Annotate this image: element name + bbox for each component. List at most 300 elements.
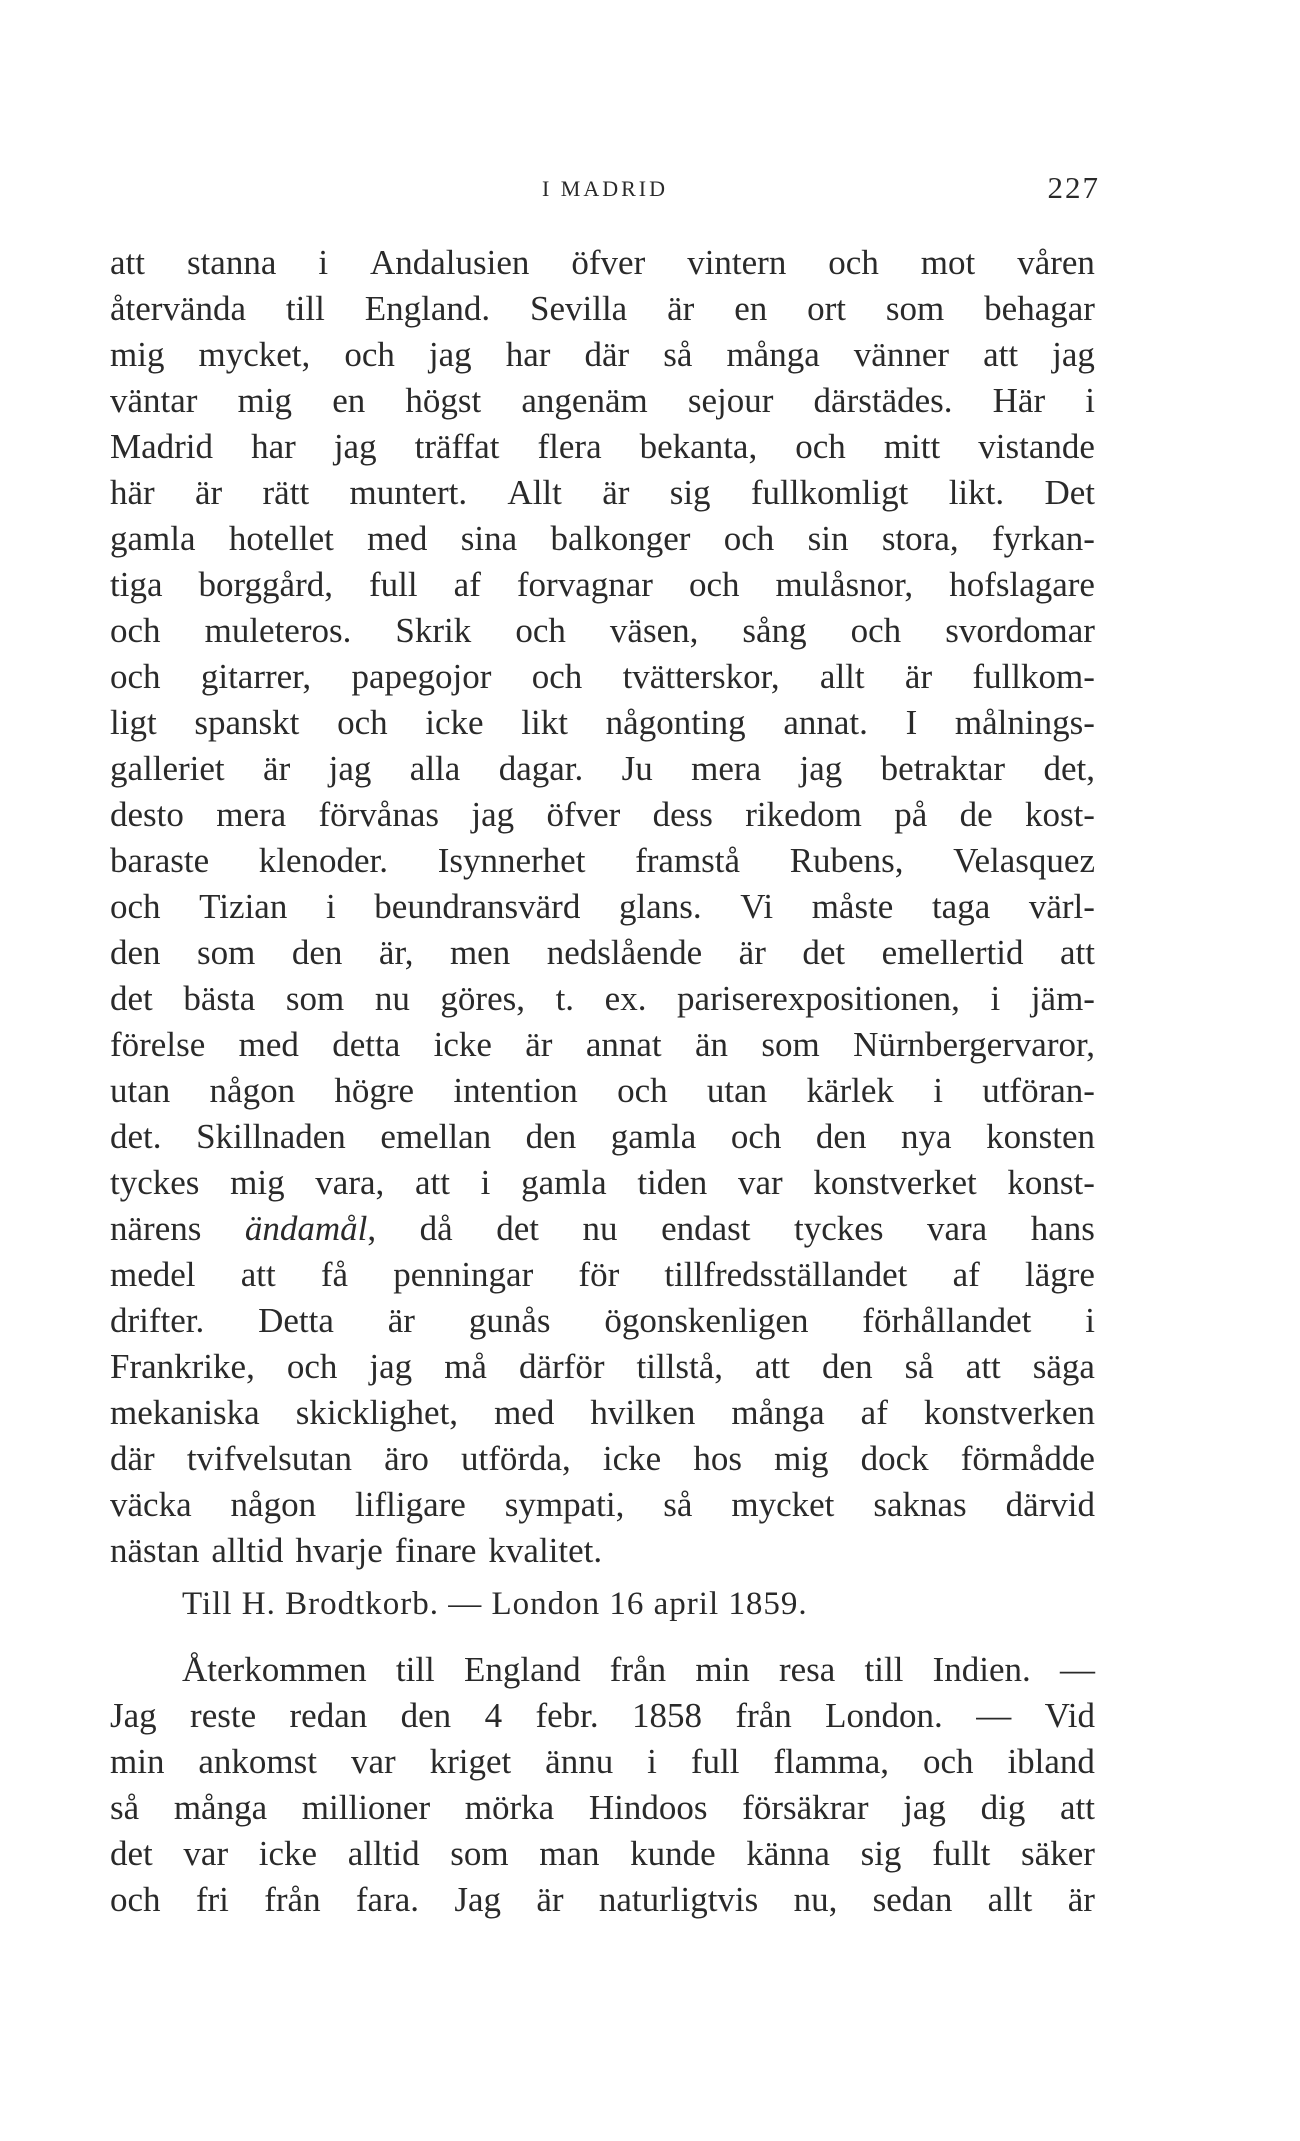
word: gamla [610, 1117, 697, 1156]
word: till [864, 1650, 904, 1689]
word: nedslående [546, 933, 703, 972]
paragraph-london [110, 1647, 1095, 1923]
word: kunde [630, 1834, 716, 1873]
word: att [965, 1347, 1001, 1386]
word: tyckes [110, 1163, 200, 1202]
word: att [755, 1347, 791, 1386]
word: allt [819, 657, 865, 696]
word: full [369, 565, 418, 604]
text-line [110, 1785, 1095, 1831]
word: vara [926, 1209, 988, 1248]
word: allt [987, 1880, 1033, 1919]
word: febr. [535, 1696, 599, 1735]
word: och [795, 427, 846, 466]
word: af [453, 565, 481, 604]
word: resa [778, 1650, 836, 1689]
word: tyckes [794, 1209, 884, 1248]
word: mig [774, 1439, 829, 1478]
word: t. [555, 979, 575, 1018]
word: papegojor [351, 657, 492, 696]
word: man [539, 1834, 600, 1873]
word: mera [691, 749, 762, 788]
word: och [688, 565, 740, 604]
word: nästan [110, 1531, 200, 1570]
word: Vid [1044, 1696, 1095, 1735]
text-line [110, 1831, 1095, 1877]
word: England [463, 1650, 581, 1689]
word: galleriet [110, 749, 225, 788]
text-line [110, 1436, 1095, 1482]
word: någonting [605, 703, 746, 742]
word: 4 [484, 1696, 503, 1735]
word: nu, [793, 1880, 838, 1919]
word: lägre [1024, 1255, 1095, 1294]
word: därför [518, 1347, 605, 1386]
word: — [1059, 1650, 1095, 1689]
text-line [110, 1877, 1095, 1923]
word: Hindoos [588, 1788, 708, 1827]
word: flamma, [773, 1742, 890, 1781]
word: Jag [454, 1880, 501, 1919]
word: annat. [783, 703, 868, 742]
text-line [110, 884, 1095, 930]
word: nya [901, 1117, 952, 1156]
word: var [350, 1742, 396, 1781]
word: den [110, 933, 161, 972]
word: som [197, 933, 256, 972]
word: icke [425, 703, 484, 742]
word: hans [1030, 1209, 1095, 1248]
word: förmådde [960, 1439, 1095, 1478]
word: Velasquez [953, 841, 1095, 880]
word: jäm- [1030, 979, 1095, 1018]
word: det, [1043, 749, 1095, 788]
word: mera [216, 795, 287, 834]
word: tvifvelsutan [186, 1439, 353, 1478]
word: att [414, 1163, 450, 1202]
word: öfver [546, 795, 621, 834]
text-line [110, 1693, 1095, 1739]
word: behagar [984, 289, 1095, 328]
word: förhållandet [862, 1301, 1032, 1340]
word: mitt [883, 427, 941, 466]
word: väsen, [609, 611, 699, 650]
word: i [1085, 381, 1095, 420]
word: känna [746, 1834, 830, 1873]
word: målnings- [954, 703, 1095, 742]
word: ändamål, [244, 1209, 377, 1248]
word: spanskt [194, 703, 300, 742]
word: är [263, 749, 291, 788]
word: sig [860, 1834, 902, 1873]
word: och [515, 611, 566, 650]
word: var [183, 1834, 229, 1873]
word: konsten [986, 1117, 1095, 1156]
word: i [647, 1742, 657, 1781]
word: alltid [347, 1834, 420, 1873]
word: från [264, 1880, 321, 1919]
word: ögonskenligen [604, 1301, 809, 1340]
text-line [110, 562, 1095, 608]
word: saknas [873, 1485, 967, 1524]
word: likt [521, 703, 568, 742]
word: det [110, 979, 153, 1018]
word: jag [903, 1788, 946, 1827]
word: säga [1032, 1347, 1095, 1386]
word: drifter. [110, 1301, 205, 1340]
word: det [110, 1834, 153, 1873]
text-line [110, 746, 1095, 792]
text-line [110, 1528, 1095, 1574]
word: finare [394, 1531, 477, 1570]
word: många [726, 335, 820, 374]
word: och [531, 657, 583, 696]
word: min [695, 1650, 750, 1689]
word: annat [585, 1025, 662, 1064]
word: emellertid [881, 933, 1024, 972]
word: kriget [429, 1742, 512, 1781]
text-line [110, 1482, 1095, 1528]
word: högre [334, 1071, 415, 1110]
word: nu [374, 979, 410, 1018]
word: millioner [301, 1788, 431, 1827]
word: Tizian [199, 887, 288, 926]
word: penningar [393, 1255, 534, 1294]
word: gunås [468, 1301, 551, 1340]
word: och [110, 657, 161, 696]
word: hotellet [228, 519, 334, 558]
word: säker [1021, 1834, 1095, 1873]
word: icke [433, 1025, 492, 1064]
word: 1858 [632, 1696, 703, 1735]
word: då [419, 1209, 453, 1248]
word: att [1060, 1788, 1095, 1827]
word: närens [110, 1209, 202, 1248]
word: Här [992, 381, 1046, 420]
word: i [480, 1163, 491, 1202]
word: naturligtvis [598, 1880, 759, 1919]
letter-heading [110, 1581, 1095, 1627]
page-number: 227 [1047, 170, 1100, 205]
word: och [723, 519, 775, 558]
word: jag [1052, 335, 1095, 374]
word: fri [195, 1880, 229, 1919]
word: tvätterskor, [622, 657, 780, 696]
word: tillfredsställandet [664, 1255, 908, 1294]
word: än [694, 1025, 729, 1064]
word: så [663, 335, 693, 374]
word: har [251, 427, 296, 466]
word: mycket, [198, 335, 311, 374]
word: högst [405, 381, 482, 420]
word: en [332, 381, 366, 420]
word: nu [582, 1209, 618, 1248]
word: i [990, 979, 1001, 1018]
text-line [110, 1647, 1095, 1693]
word: betraktar [880, 749, 1006, 788]
word: göres, [440, 979, 525, 1018]
word: till [285, 289, 325, 328]
word: Detta [258, 1301, 334, 1340]
word: mig [237, 381, 293, 420]
word: Rubens, [789, 841, 904, 880]
text-line [110, 1206, 1095, 1252]
word: många [731, 1393, 825, 1432]
word: fullkom- [972, 657, 1095, 696]
word: utan [110, 1071, 171, 1110]
word: Vi [740, 887, 774, 926]
word: må [444, 1347, 487, 1386]
word: pariserexpositionen, [677, 979, 960, 1018]
word: är [195, 473, 223, 512]
word: sedan [872, 1880, 953, 1919]
word: full [690, 1742, 740, 1781]
word: och [110, 611, 161, 650]
word: muntert. [349, 473, 468, 512]
text-line [110, 700, 1095, 746]
word: förvånas [318, 795, 440, 834]
word: taga [931, 887, 991, 926]
word: den [291, 933, 343, 972]
word: muleteros. [204, 611, 352, 650]
word: dig [980, 1788, 1026, 1827]
word: England. [364, 289, 491, 328]
word: Frankrike, [110, 1347, 255, 1386]
word: är, [378, 933, 414, 972]
word: angenäm [521, 381, 648, 420]
word: alltid [211, 1531, 284, 1570]
word: rätt [262, 473, 310, 512]
word: af [952, 1255, 980, 1294]
word: tillstå, [636, 1347, 724, 1386]
word: mulåsnor, [775, 565, 914, 604]
text-line [110, 424, 1095, 470]
word: ligt [110, 703, 157, 742]
word: fullkomligt [750, 473, 909, 512]
word: hvarje [295, 1531, 383, 1570]
word: det [802, 933, 846, 972]
word: och [922, 1742, 974, 1781]
word: att [983, 335, 1019, 374]
text-line [110, 608, 1095, 654]
word: till [395, 1650, 435, 1689]
word: hofslagare [949, 565, 1095, 604]
word: jag [328, 749, 372, 788]
word: icke [258, 1834, 318, 1873]
word: den [815, 1117, 867, 1156]
word: ibland [1007, 1742, 1095, 1781]
word: förelse [110, 1025, 206, 1064]
text-line [110, 654, 1095, 700]
text-line [110, 1114, 1095, 1160]
word: och [110, 887, 161, 926]
text-line [110, 332, 1095, 378]
word: i [318, 243, 329, 282]
word: stora, [881, 519, 959, 558]
word: bästa [183, 979, 256, 1018]
word: vintern [687, 243, 787, 282]
word: Allt [507, 473, 562, 512]
word: min [110, 1742, 165, 1781]
word: kost- [1024, 795, 1095, 834]
text-line [110, 1344, 1095, 1390]
word: med [367, 519, 428, 558]
text-line [110, 1068, 1095, 1114]
word: mig [230, 1163, 285, 1202]
word: rikedom [745, 795, 862, 834]
word: väcka [110, 1485, 192, 1524]
word: hvilken [590, 1393, 696, 1432]
word: med [238, 1025, 299, 1064]
word: dock [860, 1439, 929, 1478]
word: mig [110, 335, 165, 374]
text-line [110, 1022, 1095, 1068]
word: att [110, 243, 145, 282]
word: tiga [110, 565, 163, 604]
word: på [894, 795, 928, 834]
word: vara, [315, 1163, 385, 1202]
word: är [602, 473, 630, 512]
text-line [110, 1390, 1095, 1436]
word: träffat [414, 427, 500, 466]
word: dess [652, 795, 713, 834]
word: forvagnar [516, 565, 653, 604]
word: framstå [635, 841, 741, 880]
word: tiden [637, 1163, 708, 1202]
word: mot [920, 243, 976, 282]
word: emellan [380, 1117, 492, 1156]
word: sina [460, 519, 518, 558]
word: i [325, 887, 336, 926]
word: har [505, 335, 551, 374]
word: jag [799, 749, 843, 788]
word: försäkrar [742, 1788, 869, 1827]
word: medel [110, 1255, 196, 1294]
word: borggård, [198, 565, 333, 604]
text-line [110, 930, 1095, 976]
word: vänner [853, 335, 950, 374]
word: där [110, 1439, 155, 1478]
word: sig [669, 473, 711, 512]
word: för [578, 1255, 620, 1294]
letter-heading-text: Till H. Brodtkorb. — London 16 april 1859. [182, 1586, 808, 1622]
word: och [617, 1071, 668, 1110]
word: återvända [110, 289, 247, 328]
word: våren [1017, 243, 1095, 282]
word: Sevilla [530, 289, 628, 328]
word: Indien. [932, 1650, 1031, 1689]
word: många [173, 1788, 268, 1827]
word: Andalusien [370, 243, 530, 282]
word: att [1059, 933, 1095, 972]
word: konstverken [923, 1393, 1095, 1432]
word: sejour [687, 381, 774, 420]
word: jag [333, 427, 377, 466]
text-line [110, 838, 1095, 884]
word: London. [825, 1696, 943, 1735]
word: och [344, 335, 395, 374]
text-line [110, 470, 1095, 516]
word: är [1067, 1880, 1095, 1919]
word: var [738, 1163, 783, 1202]
text-line [110, 286, 1095, 332]
word: lifligare [355, 1485, 466, 1524]
text-line [110, 1298, 1095, 1344]
word: glans. [618, 887, 702, 926]
word: intention [453, 1071, 578, 1110]
word: så [904, 1347, 934, 1386]
word: Skrik [395, 611, 472, 650]
text-line [110, 516, 1095, 562]
word: någon [230, 1485, 317, 1524]
word: likt. [948, 473, 1005, 512]
word: Madrid [110, 427, 214, 466]
word: den [822, 1347, 873, 1386]
word: stanna [186, 243, 277, 282]
word: ännu [545, 1742, 614, 1781]
word: svordomar [945, 611, 1095, 650]
word: redan [289, 1696, 368, 1735]
running-head [110, 170, 1100, 210]
word: reste [190, 1696, 257, 1735]
word: icke [602, 1439, 662, 1478]
word: och [730, 1117, 782, 1156]
word: sin [807, 519, 849, 558]
word: desto [110, 795, 184, 834]
word: och [828, 243, 879, 282]
word: flera [537, 427, 602, 466]
word: öfver [571, 243, 646, 282]
text-line [110, 1739, 1095, 1785]
paragraph-madrid [110, 240, 1095, 1574]
word: jag [369, 1347, 413, 1386]
word: jag [471, 795, 515, 834]
text-line [110, 792, 1095, 838]
word: som [761, 1025, 820, 1064]
text-line [110, 1160, 1095, 1206]
word: sång [742, 611, 807, 650]
word: är [536, 1880, 564, 1919]
word: men [449, 933, 511, 972]
word: detta [332, 1025, 401, 1064]
word: fyrkan- [991, 519, 1095, 558]
word: utan [706, 1071, 768, 1110]
word: beundransvärd [374, 887, 581, 926]
word: de [959, 795, 993, 834]
word: den [400, 1696, 452, 1735]
word: väntar [110, 381, 198, 420]
word: är [387, 1301, 415, 1340]
text-line [110, 976, 1095, 1022]
word: skicklighet, [295, 1393, 459, 1432]
word: är [667, 289, 695, 328]
word: utföran- [982, 1071, 1095, 1110]
word: Det [1044, 473, 1095, 512]
text-line [110, 240, 1095, 286]
word: och [337, 703, 388, 742]
word: baraste [110, 841, 210, 880]
word: hos [693, 1439, 742, 1478]
word: Isynnerhet [437, 841, 586, 880]
word: från [735, 1696, 792, 1735]
word: att [240, 1255, 276, 1294]
word: fullt [932, 1834, 991, 1873]
word: Skillnaden [196, 1117, 346, 1156]
word: den [525, 1117, 577, 1156]
word: mekaniska [110, 1393, 260, 1432]
word: måste [811, 887, 894, 926]
word: mörka [464, 1788, 555, 1827]
